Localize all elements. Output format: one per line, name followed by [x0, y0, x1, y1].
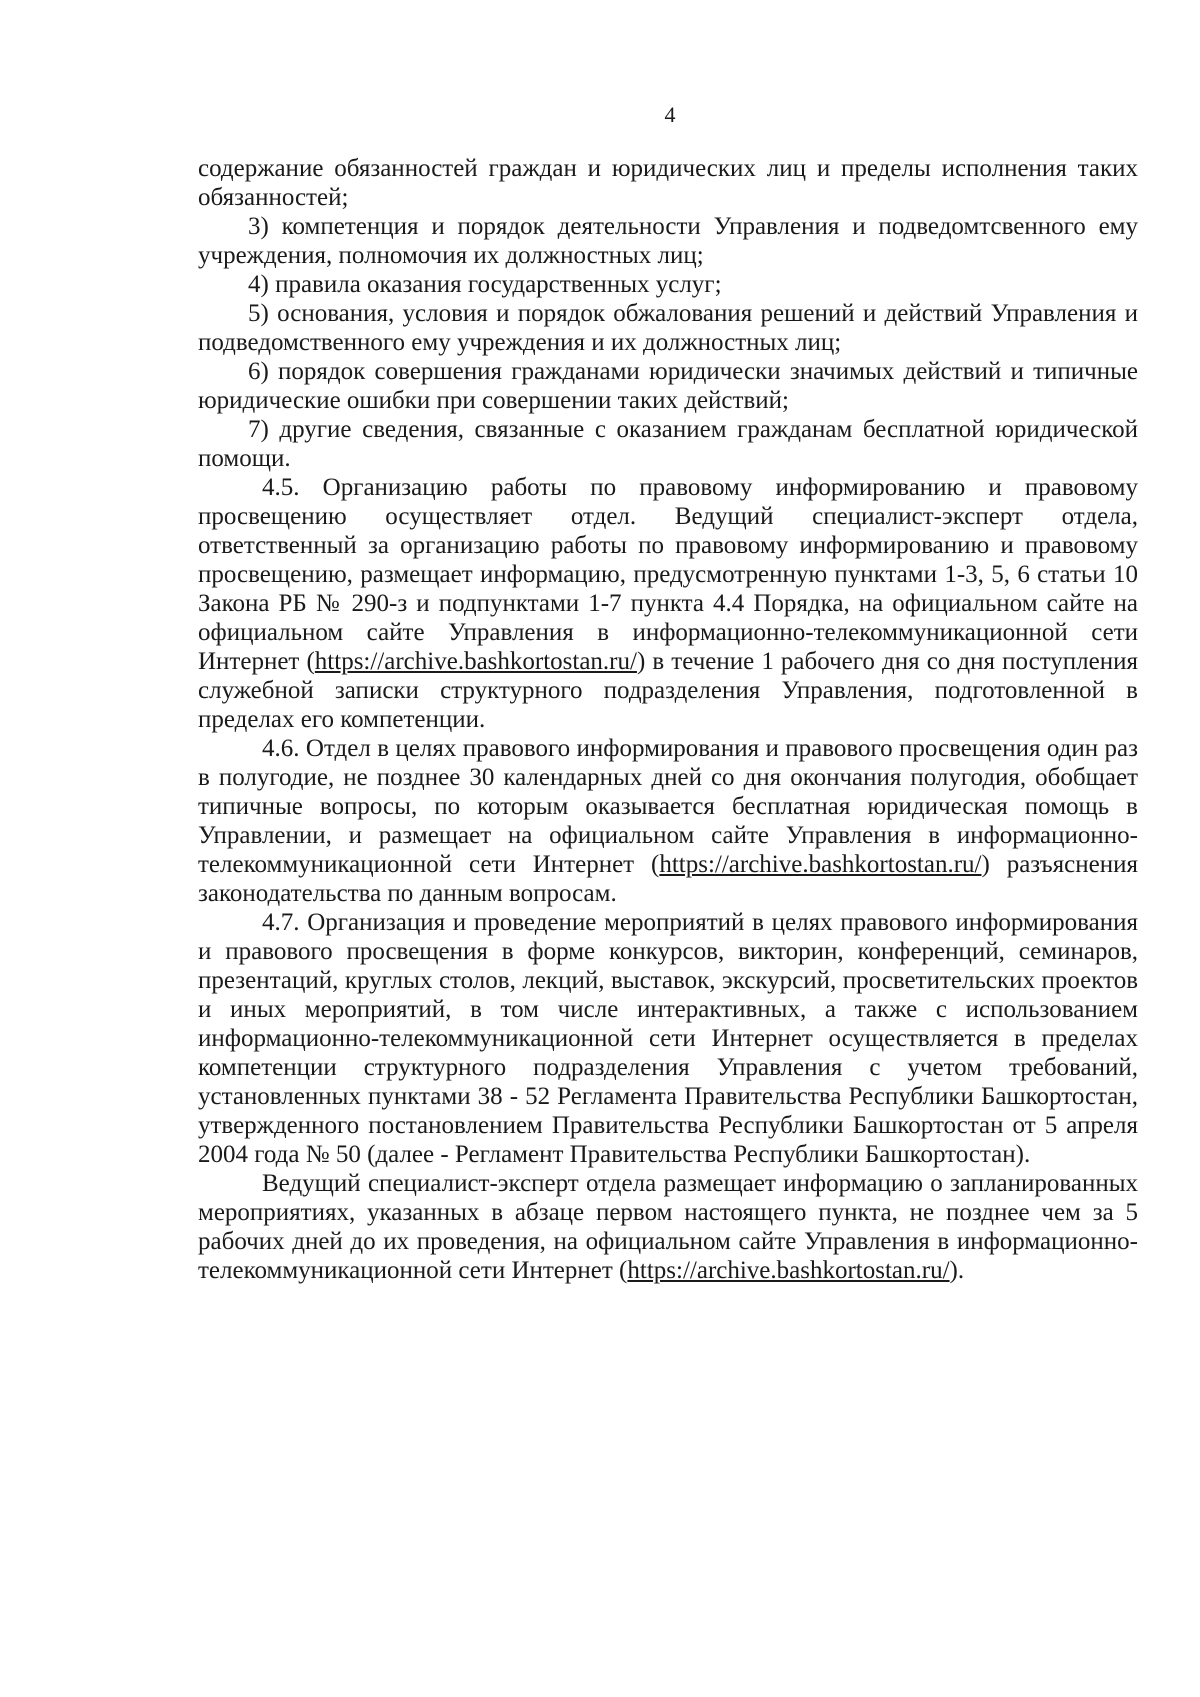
list-item-3: 3) компетенция и порядок деятельности Управления и подведомтсвенного ему учреждения, полномочия их должностных лиц; — [198, 213, 1138, 269]
document-body — [198, 154, 1138, 1285]
list-item-7: 7) другие сведения, связанные с оказанием гражданам бесплатной юридической помощи. — [198, 416, 1138, 472]
clause-4-5 — [198, 473, 1138, 734]
list-item-6: 6) порядок совершения гражданами юридически значимых действий и типичные юридические ошибки при совершении таких действий; — [198, 358, 1138, 414]
clause-4-6-text-end: ) разъяснения законодательства по данным вопросам. — [198, 851, 1139, 907]
archive-site-link[interactable]: https://archive.bashkortostan.ru/ — [659, 851, 982, 878]
list-item-4: 4) правила оказания государственных услуг; — [248, 271, 722, 298]
clause-4-7-second-text-end: ). — [949, 1257, 965, 1284]
clause-4-6 — [198, 734, 1138, 908]
clause-4-5-text-end: ) в течение 1 рабочего дня со дня поступления служебной записки структурного подразделения Управления, подготовленной в пределах его компетенции. — [198, 648, 1139, 733]
page-number: 4 — [664, 102, 676, 127]
archive-site-link[interactable]: https://archive.bashkortostan.ru/ — [627, 1257, 950, 1284]
clause-4-6-text: 4.6. Отдел в целях правового информирования и правового просвещения один раз в полугодие, не позднее 30 календарных дней со дня окончания полугодия, обобщает типичные вопросы, по которым оказывается бесплатная юридическая помощь в Управлении, и размещает на официальном сайте Управления в информационно-телекоммуникационной сети Интернет ( — [198, 735, 1138, 878]
paragraph-continuation: содержание обязанностей граждан и юридических лиц и пределы исполнения таких обязанностей; — [198, 155, 1138, 211]
list-item-5: 5) основания, условия и порядок обжалования решений и действий Управления и подведомственного ему учреждения и их должностных лиц; — [198, 300, 1138, 356]
clause-4-5-text: 4.5. Организацию работы по правовому информированию и правовому просвещению осуществляет отдел. Ведущий специалист-эксперт отдела, ответственный за организацию работы по правовому информированию и правовому просвещению, размещает информацию, предусмотренную пунктами 1-3, 5, 6 статьи 10 Закона РБ № 290-з и подпунктами 1-7 пункта 4.4 Порядка, на официальном сайте на официальном сайте Управления в информационно-телекоммуникационной сети Интернет ( — [198, 474, 1138, 675]
clause-4-7-second-paragraph — [198, 1169, 1138, 1285]
clause-4-7: 4.7. Организация и проведение мероприятий в целях правового информирования и правового просвещения в форме конкурсов, викторин, конференций, семинаров, презентаций, круглых столов, лекций, выставок, экскурсий, просветительских проектов и иных мероприятий, в том числе интерактивных, а также с использованием информационно-телекоммуникационной сети Интернет осуществляется в пределах компетенции структурного подразделения Управления с учетом требований, установленных пунктами 38 - 52 Регламента Правительства Республики Башкортостан, утвержденного постановлением Правительства Республики Башкортостан от 5 апреля 2004 года № 50 (далее - Регламент Правительства Республики Башкортостан). — [198, 909, 1138, 1168]
clause-4-7-second-text: Ведущий специалист-эксперт отдела размещает информацию о запланированных мероприятиях, указанных в абзаце первом настоящего пункта, не позднее чем за 5 рабочих дней до их проведения, на официальном сайте Управления в информационно-телекоммуникационной сети Интернет ( — [198, 1170, 1138, 1284]
archive-site-link[interactable]: https://archive.bashkortostan.ru/ — [314, 648, 637, 675]
